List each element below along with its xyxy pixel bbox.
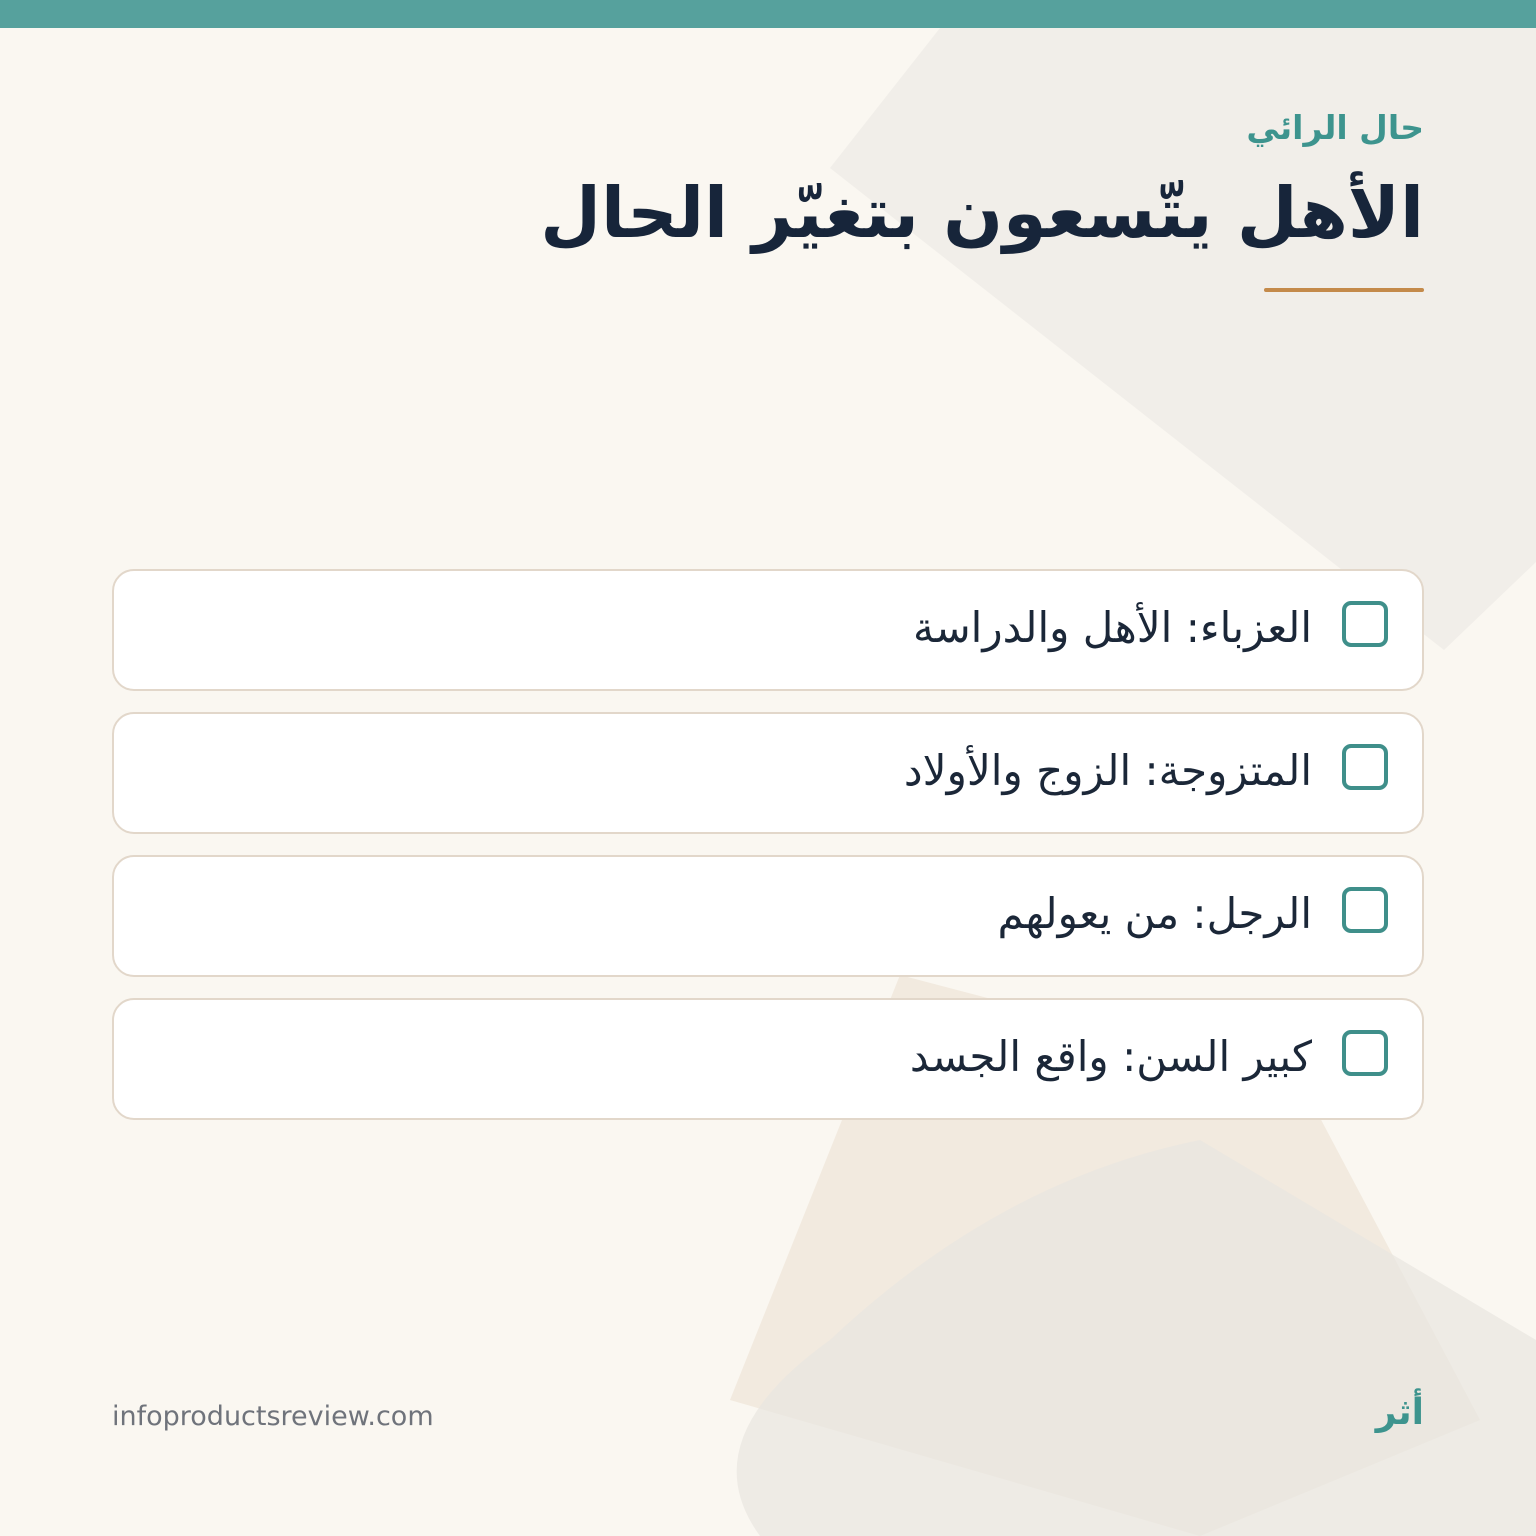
- page-title: الأهل يتّسعون بتغيّر الحال: [540, 172, 1424, 254]
- section-eyebrow: حال الرائي: [1246, 108, 1424, 147]
- checklist-item-label: الرجل: من يعولهم: [997, 889, 1312, 938]
- checklist: [112, 569, 1424, 1141]
- checklist-item[interactable]: [112, 855, 1424, 977]
- checkbox[interactable]: [1342, 744, 1388, 790]
- brand-logo: أثر: [1375, 1392, 1424, 1433]
- checklist-item[interactable]: [112, 712, 1424, 834]
- checklist-item[interactable]: [112, 569, 1424, 691]
- footer-url[interactable]: infoproductsreview.com: [112, 1401, 434, 1432]
- checklist-item-label: العزباء: الأهل والدراسة: [912, 603, 1312, 652]
- checklist-item-label: كبير السن: واقع الجسد: [909, 1032, 1312, 1081]
- title-underline: [1264, 288, 1424, 292]
- checkbox[interactable]: [1342, 887, 1388, 933]
- checklist-item[interactable]: [112, 998, 1424, 1120]
- checkbox[interactable]: [1342, 601, 1388, 647]
- checkbox[interactable]: [1342, 1030, 1388, 1076]
- bg-shape-upper-right: [830, 28, 1536, 650]
- checklist-item-label: المتزوجة: الزوج والأولاد: [903, 746, 1312, 795]
